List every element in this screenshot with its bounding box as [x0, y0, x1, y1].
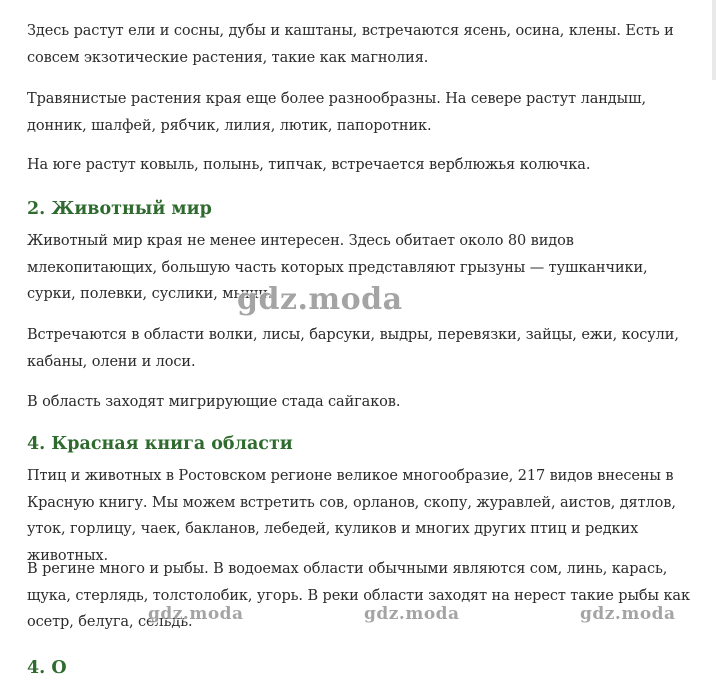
watermark-bottom-right: gdz.moda — [580, 604, 676, 624]
paragraph-fish: В регине много и рыбы. В водоемах области обычными являются сом, линь, карась, щука, стерлядь, толстолобик, угорь. В реки области заходят на нерест такие рыбы как осетр, белуга, сельдь. — [27, 561, 690, 630]
paragraph-trees: Здесь растут ели и сосны, дубы и каштаны, встречаются ясень, осина, клены. Есть и совсем экзотические растения, такие как магнолия. — [27, 23, 674, 66]
heading-fauna: 2. Животный мир — [27, 199, 212, 219]
paragraph-birds: Птиц и животных в Ростовском регионе великое многообразие, 217 видов внесены в Красную книгу. Мы можем встретить сов, орланов, скопу, журавлей, аистов, дятлов, уток, горлицу, чаек, бакланов, лебедей, куликов и многих других птиц и редких животных. — [27, 468, 676, 564]
paragraph-mammals: Животный мир края не менее интересен. Здесь обитает около 80 видов млекопитающих, большую часть которых представляют грызуны — тушканчики, сурки, полевки, суслики, мыши. — [27, 233, 648, 302]
heading-red-book: 4. Красная книга области — [27, 434, 293, 454]
watermark-center: gdz.moda — [237, 282, 403, 317]
scrollbar-edge[interactable] — [712, 0, 716, 80]
paragraph-predators: Встречаются в области волки, лисы, барсуки, выдры, перевязки, зайцы, ежи, косули, кабаны, олени и лоси. — [27, 327, 679, 370]
watermark-bottom-left: gdz.moda — [148, 604, 244, 624]
next-heading-cut: 4. О — [27, 658, 67, 678]
paragraph-herbs: Травянистые растения края еще более разнообразны. На севере растут ландыш, донник, шалфей, рябчик, лилия, лютик, папоротник. — [27, 91, 646, 134]
paragraph-saiga: В область заходят мигрирующие стада сайгаков. — [27, 394, 401, 410]
paragraph-south: На юге растут ковыль, полынь, типчак, встречается верблюжья колючка. — [27, 157, 591, 173]
watermark-bottom-center: gdz.moda — [364, 604, 460, 624]
